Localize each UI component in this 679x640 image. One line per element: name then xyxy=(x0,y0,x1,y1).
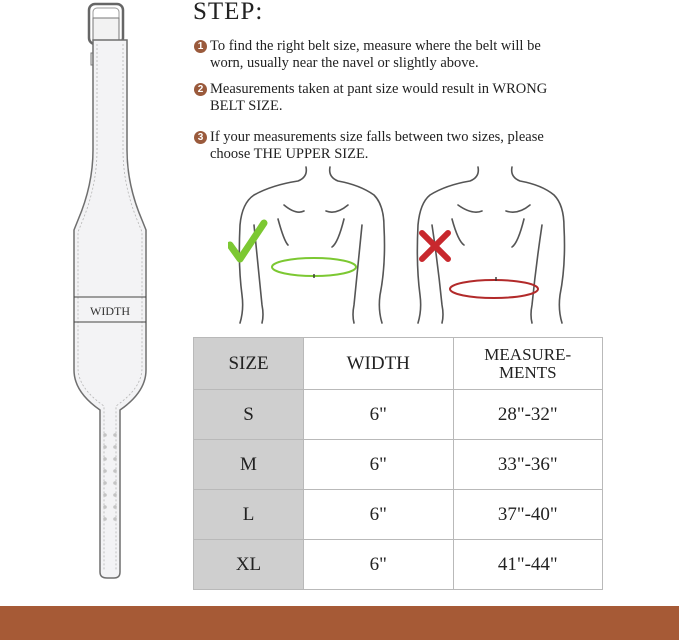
step-2 xyxy=(194,81,614,115)
table-row xyxy=(194,540,603,590)
header-width: WIDTH xyxy=(304,338,454,390)
belt-width-label: WIDTH xyxy=(90,304,130,318)
size-table xyxy=(193,337,603,590)
step-title: STEP: xyxy=(193,0,264,25)
width-cell: 6" xyxy=(304,490,454,540)
table-row xyxy=(194,440,603,490)
width-cell: 6" xyxy=(304,540,454,590)
step-1-line-1: To find the right belt size, measure where the belt will be xyxy=(210,38,541,54)
step-number-1: 1 xyxy=(194,40,207,53)
belt-illustration xyxy=(60,0,160,585)
step-1-line-2: worn, usually near the navel or slightly above. xyxy=(210,55,479,71)
measurement-cell: 37"-40" xyxy=(453,490,603,540)
width-cell: 6" xyxy=(304,390,454,440)
size-cell: M xyxy=(194,440,304,490)
cross-icon xyxy=(422,233,448,259)
header-size: SIZE xyxy=(194,338,304,390)
step-number-3: 3 xyxy=(194,131,207,144)
size-cell: XL xyxy=(194,540,304,590)
check-icon xyxy=(230,223,264,259)
step-1 xyxy=(194,38,614,72)
step-2-line-1: Measurements taken at pant size would result in WRONG xyxy=(210,81,548,97)
step-3 xyxy=(194,129,614,163)
measurement-cell: 33"-36" xyxy=(453,440,603,490)
table-row xyxy=(194,490,603,540)
torso-correct-illustration xyxy=(228,165,388,325)
width-cell: 6" xyxy=(304,440,454,490)
header-measurements-line-1: MEASURE- xyxy=(484,344,572,364)
size-cell: L xyxy=(194,490,304,540)
torso-wrong-illustration xyxy=(412,165,572,325)
step-2-line-2: BELT SIZE. xyxy=(210,98,283,114)
table-header-row xyxy=(194,338,603,390)
bottom-accent-bar xyxy=(0,606,679,640)
step-3-line-2: choose THE UPPER SIZE. xyxy=(210,146,369,162)
measurement-cell: 41"-44" xyxy=(453,540,603,590)
step-3-line-1: If your measurements size falls between two sizes, please xyxy=(210,129,544,145)
table-row xyxy=(194,390,603,440)
measurement-cell: 28"-32" xyxy=(453,390,603,440)
size-cell: S xyxy=(194,390,304,440)
header-measurements xyxy=(453,338,603,390)
header-measurements-line-2: MENTS xyxy=(498,362,557,382)
step-number-2: 2 xyxy=(194,83,207,96)
